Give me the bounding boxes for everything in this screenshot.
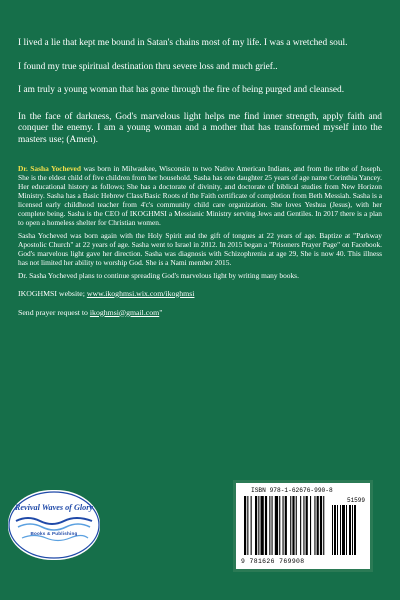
prayer-email-link[interactable]: ikoghmsi@gmail.com <box>89 307 160 317</box>
bio-paragraph-3: Dr. Sasha Yocheved plans to continue spreading God's marvelous light by writing many books. <box>18 270 299 280</box>
price-code: 51599 <box>346 497 365 504</box>
wave-graphic <box>8 490 100 560</box>
bio-paragraph-1 <box>18 164 382 227</box>
prayer-suffix: " <box>159 307 163 317</box>
prayer-line <box>18 308 382 318</box>
intro-paragraph-2: I found my true spiritual destination thru severe loss and much grief.. <box>18 61 278 72</box>
barcode-bars <box>236 483 370 569</box>
website-line <box>18 289 382 299</box>
intro-paragraph-3: I am truly a young woman that has gone through the fire of being purged and cleansed. <box>18 85 345 96</box>
bio-paragraph-1-text: was born in Milwaukee, Wisconsin to two Native American Indians, and from the tribe of Joseph. She is the eldest child of five children from her household. Sasha has one daughter 25 years of age name Corinthia Yancey. Her educational history as follows; She has a doctorate of divinity, and doctorate of biblical studies from New Horizon Ministry. Sasha has a Basic Hebrew Class/Basic Roots of the Faith certificate of completion from Beth Messiah. Sasha is a licensed early childhood teacher from 4'c's community child care organization. She loves Yeshua (Jesus), with her complete being. Sasha is the CEO of IKOGHMSI a Messianic Ministry serving Jews and Gentiles. In 2017 there is a plan to open a homeless shelter for Christian women. <box>18 163 382 227</box>
publisher-subtitle: Books & Publishing <box>30 531 78 536</box>
isbn-barcode <box>233 480 373 572</box>
website-label: IKOGHMSI website; <box>18 288 87 298</box>
back-cover-text <box>18 38 382 318</box>
author-name: Dr. Sasha Yocheved <box>18 163 81 173</box>
intro-paragraph-4: In the face of darkness, God's marvelous light helps me find inner strength, apply faith and conquer the enemy. I am a young woman and a mother that has transformed myself into the masters use; (Amen). <box>18 111 382 145</box>
isbn-text: ISBN 978-1-62676-990-8 <box>251 487 333 494</box>
publisher-logo <box>8 490 100 560</box>
bio-paragraph-2: Sasha Yocheved was born again with the Holy Spirit and the gift of tongues at 22 years of age. Baptize at "Parkway Apostolic Church" at 22 years of age. Sasha went to Israel in 2012. In 2015 began a "Prisoners Prayer Page" on Facebook. God's marvelous light gave her direction. Sasha was diagnosis with Schizophrenia at age 29, She is now 40. This illness has not limited her ability to worship God. She is a Nami member 2015. <box>18 230 382 267</box>
publisher-name: Revival Waves of Glory <box>14 503 94 512</box>
prayer-label: Send prayer request to <box>18 307 90 317</box>
barcode-digits: 9 781626 769908 <box>241 558 305 565</box>
intro-paragraph-1: I lived a lie that kept me bound in Satan's chains most of my life. I was a wretched soul. <box>18 38 348 48</box>
website-link[interactable]: www.ikoghmsi.wix.com/ikoghmsi <box>86 288 195 298</box>
